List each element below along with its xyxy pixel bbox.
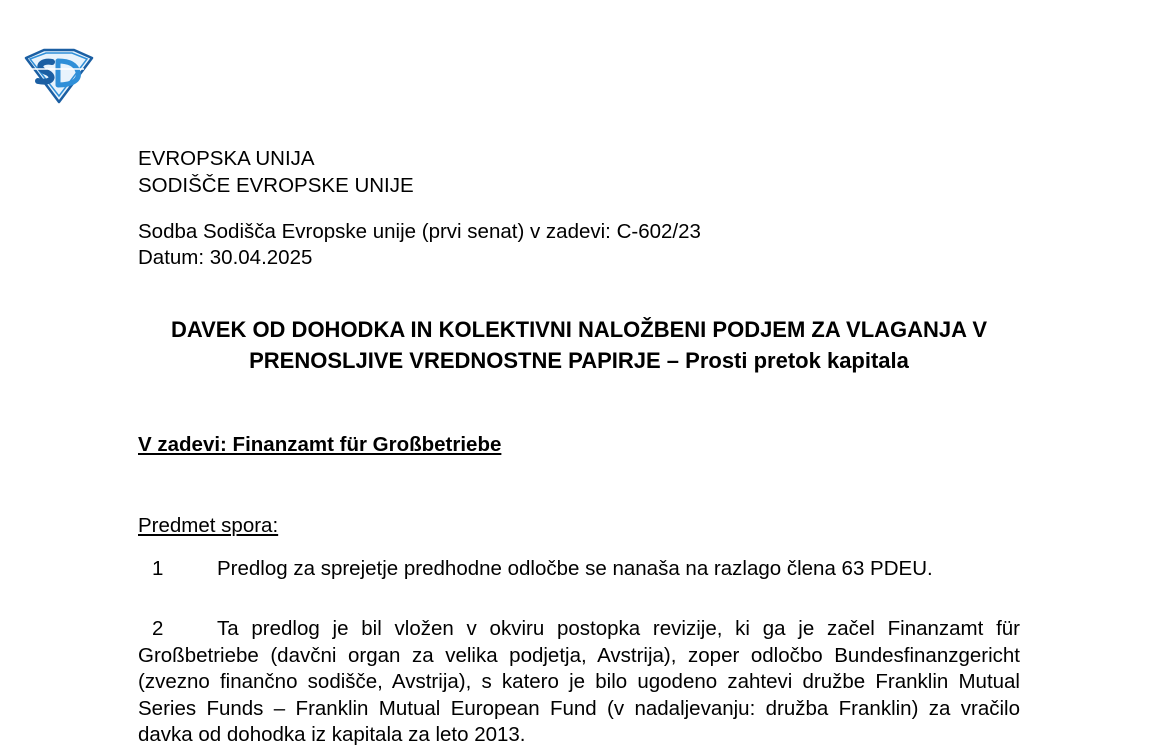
case-reference: Sodba Sodišča Evropske unije (prvi senat) v zadevi: C-602/23 xyxy=(138,220,701,243)
paragraph-number: 1 xyxy=(152,557,164,580)
paragraph-text: Predlog za sprejetje predhodne odločbe se nanaša na razlago člena 63 PDEU. xyxy=(217,557,933,580)
document-title: DAVEK OD DOHODKA IN KOLEKTIVNI NALOŽBENI PODJEM ZA VLAGANJA V PRENOSLJIVE VREDNOSTNE PAPIRJE – Prosti pretok kapitala xyxy=(170,317,988,373)
sd-shield-logo-icon xyxy=(22,48,96,104)
case-date: Datum: 30.04.2025 xyxy=(138,246,313,269)
paragraph-2 xyxy=(138,616,1020,749)
paragraph-number: 2 xyxy=(152,617,164,640)
court-union-name: EVROPSKA UNIJA xyxy=(138,147,315,170)
paragraph-1 xyxy=(138,556,1020,583)
court-name: SODIŠČE EVROPSKE UNIJE xyxy=(138,174,414,197)
section-heading: Predmet spora: xyxy=(138,514,279,537)
case-subject: V zadevi: Finanzamt für Großbetriebe xyxy=(138,433,502,456)
paragraph-text: Ta predlog je bil vložen v okviru postopka revizije, ki ga je začel Finanzamt für Großbetriebe (davčni organ za velika podjetja, Avstrija), zoper odločbo Bundesfinanzgericht (zvezno finančno sodišče, Avstrija), s katero je bilo ugodeno zahtevi družbe Franklin Mutual Series Funds – Franklin Mutual European Fund (v nadaljevanju: družba Franklin) za vračilo davka od dohodka iz kapitala za leto 2013. xyxy=(138,617,1020,746)
